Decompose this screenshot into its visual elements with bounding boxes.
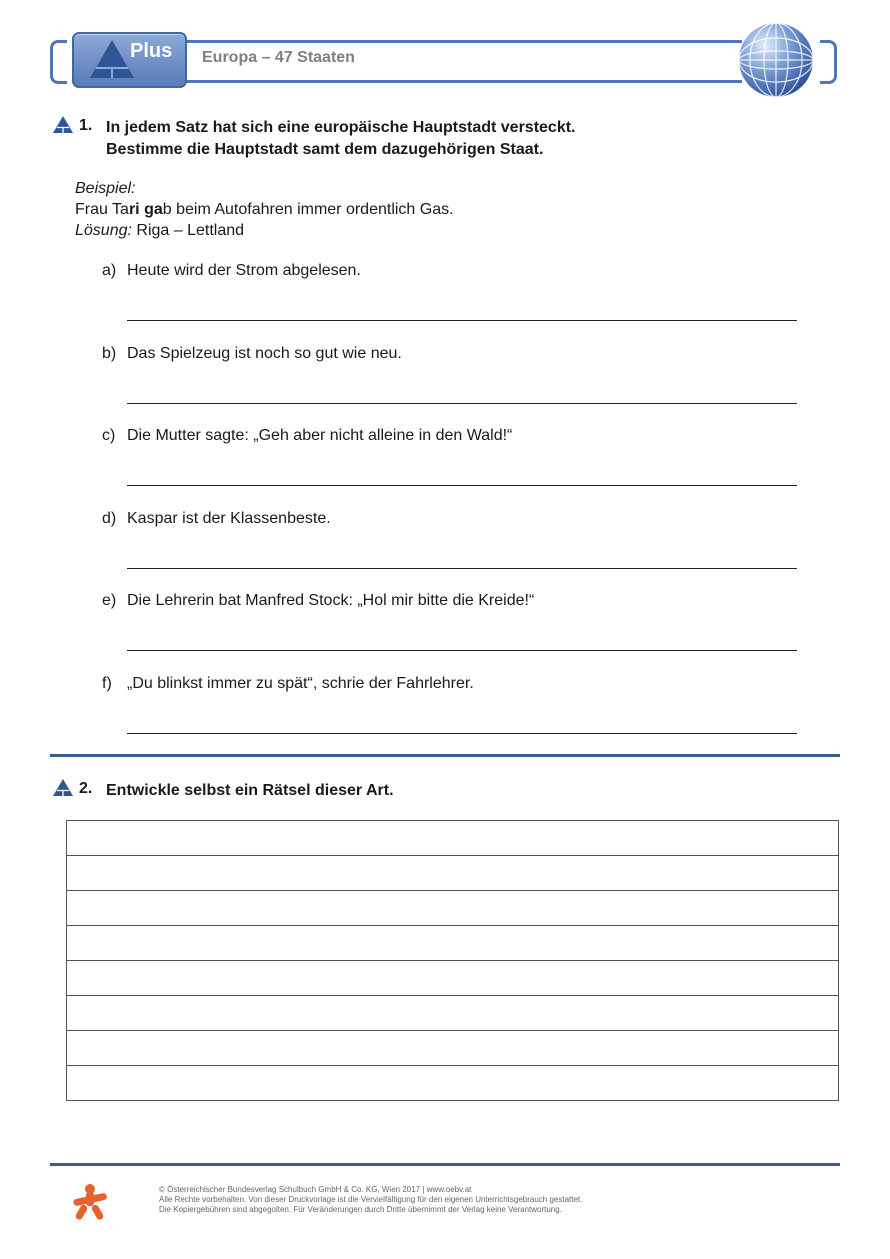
writing-row[interactable] <box>67 926 838 961</box>
publisher-logo-icon <box>70 1182 110 1222</box>
item-letter: b) <box>102 345 117 362</box>
solution-line <box>75 220 454 241</box>
task2-number: 2. <box>79 780 93 797</box>
answer-line[interactable] <box>127 568 797 569</box>
item-sentence: Die Mutter sagte: „Geh aber nicht alleine in den Wald!“ <box>127 427 513 444</box>
example-before: Frau Ta <box>75 201 129 218</box>
example-label: Beispiel: <box>75 180 136 197</box>
task1-instruction-line1: In jedem Satz hat sich eine europäische Hauptstadt versteckt. <box>106 119 576 136</box>
task-triangle-icon <box>53 779 73 796</box>
task2-instruction: Entwickle selbst ein Rätsel dieser Art. <box>106 782 394 799</box>
header-bracket-left <box>50 40 67 84</box>
task-triangle-icon <box>53 116 73 133</box>
header-bracket-right <box>820 40 837 84</box>
plus-logo <box>72 32 187 88</box>
plus-label: Plus <box>130 40 173 62</box>
task1-number: 1. <box>79 117 93 134</box>
item-letter: e) <box>102 592 117 609</box>
item-sentence: „Du blinkst immer zu spät“, schrie der Fahrlehrer. <box>127 675 474 692</box>
solution-value: Riga – Lettland <box>131 222 245 239</box>
example-hidden-capital: ri ga <box>128 201 163 218</box>
example-sentence <box>75 199 454 220</box>
item-sentence: Die Lehrerin bat Manfred Stock: „Hol mir bitte die Kreide!“ <box>127 592 535 609</box>
footer-copyright <box>159 1185 582 1215</box>
footer-divider <box>50 1163 840 1166</box>
footer-line: Alle Rechte vorbehalten. Von dieser Druckvorlage ist die Vervielfältigung für den eigenen Unterrichtsgebrauch gestattet. <box>159 1195 583 1204</box>
answer-line[interactable] <box>127 320 797 321</box>
footer-line: Die Kopiergebühren sind abgegolten. Für Veränderungen durch Dritte übernimmt der Verlag keine Verantwortung. <box>159 1205 562 1214</box>
answer-line[interactable] <box>127 733 797 734</box>
globe-icon <box>736 20 816 100</box>
item-sentence: Heute wird der Strom abgelesen. <box>127 262 361 279</box>
answer-line[interactable] <box>127 485 797 486</box>
answer-line[interactable] <box>127 650 797 651</box>
writing-row[interactable] <box>67 821 838 856</box>
writing-grid[interactable] <box>66 820 839 1101</box>
page-title: Europa – 47 Staaten <box>202 49 355 66</box>
footer-line: © Österreichischer Bundesverlag Schulbuch GmbH & Co. KG, Wien 2017 | www.oebv.at <box>159 1185 472 1194</box>
writing-row[interactable] <box>67 996 838 1031</box>
item-letter: f) <box>102 675 112 692</box>
triangle-logo-icon <box>88 38 136 80</box>
item-letter: c) <box>102 427 116 444</box>
solution-label: Lösung: <box>75 222 132 239</box>
item-sentence: Das Spielzeug ist noch so gut wie neu. <box>127 345 402 362</box>
item-letter: a) <box>102 262 117 279</box>
answer-line[interactable] <box>127 403 797 404</box>
example-after: b beim Autofahren immer ordentlich Gas. <box>162 201 454 218</box>
writing-row[interactable] <box>67 1031 838 1066</box>
example-block <box>75 178 454 241</box>
item-letter: d) <box>102 510 117 527</box>
section-divider <box>50 754 840 757</box>
task1-instruction-line2: Bestimme die Hauptstadt samt dem dazugehörigen Staat. <box>106 141 544 158</box>
writing-row[interactable] <box>67 961 838 996</box>
writing-row[interactable] <box>67 891 838 926</box>
writing-row[interactable] <box>67 856 838 891</box>
writing-row[interactable] <box>67 1066 838 1101</box>
item-sentence: Kaspar ist der Klassenbeste. <box>127 510 331 527</box>
